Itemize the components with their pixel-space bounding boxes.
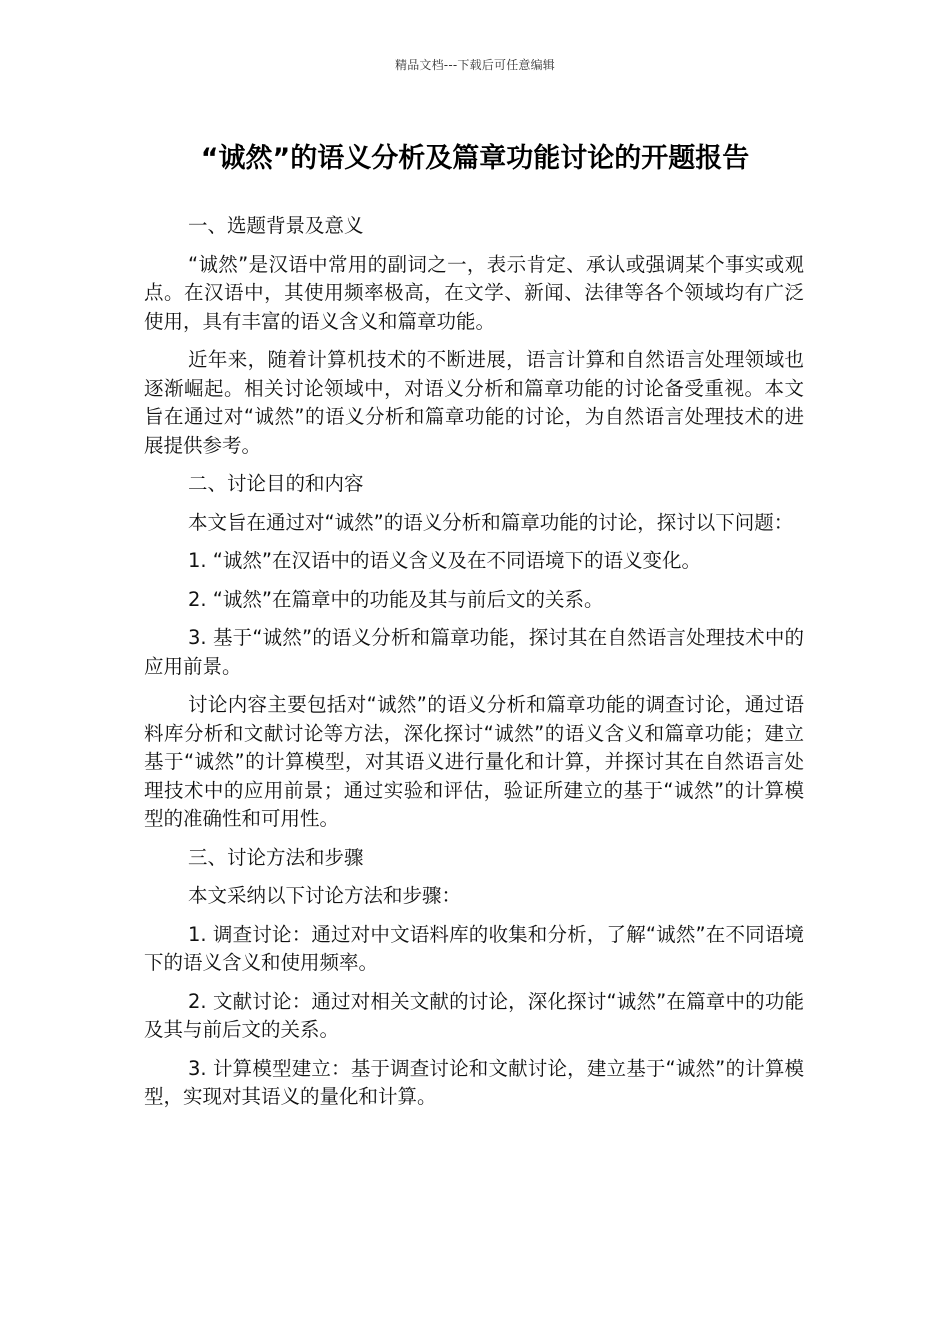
paragraph-goals: 本文旨在通过对“诚然”的语义分析和篇章功能的讨论，探讨以下问题： (188, 510, 794, 534)
list-item-goal-2: 2. “诚然”在篇章中的功能及其与前后文的关系。 (188, 587, 604, 611)
paragraph-methods: 本文采纳以下讨论方法和步骤： (188, 884, 462, 907)
list-item-method-2: 2. 文献讨论：通过对相关文献的讨论，深化探讨“诚然”在篇章中的功能及其与前后文的关系。 (144, 989, 804, 1041)
list-item-goal-1: 1. “诚然”在汉语中的语义含义及在不同语境下的语义变化。 (188, 549, 702, 572)
document-title: “诚然”的语义分析及篇章功能讨论的开题报告 (200, 143, 750, 174)
section-heading-goals: 二、讨论目的和内容 (188, 472, 364, 495)
paragraph-intro: “诚然”是汉语中常用的副词之一，表示肯定、承认或强调某个事实或观点。在汉语中，其使用频率极高，在文学、新闻、法律等各个领域均有广泛使用，具有丰富的语义含义和篇章功能。 (144, 252, 804, 333)
section-heading-methods: 三、讨论方法和步骤 (188, 845, 364, 869)
paragraph-content: 讨论内容主要包括对“诚然”的语义分析和篇章功能的调查讨论，通过语料库分析和文献讨论等方法，深化探讨“诚然”的语义含义和篇章功能；建立基于“诚然”的计算模型，对其语义进行量化和计算，并探讨其在自然语言处理技术中的应用前景；通过实验和评估，验证所建立的基于“诚然”的计算模型的准确性和可用性。 (144, 693, 804, 830)
list-item-method-3: 3. 计算模型建立：基于调查讨论和文献讨论，建立基于“诚然”的计算模型，实现对其语义的量化和计算。 (144, 1056, 804, 1108)
document-body (144, 212, 804, 1122)
list-item-goal-3: 3. 基于“诚然”的语义分析和篇章功能，探讨其在自然语言处理技术中的应用前景。 (144, 626, 804, 678)
paragraph-context: 近年来，随着计算机技术的不断进展，语言计算和自然语言处理领域也逐渐崛起。相关讨论领域中，对语义分析和篇章功能的讨论备受重视。本文旨在通过对“诚然”的语义分析和篇章功能的讨论，为自然语言处理技术的进展提供参考。 (144, 348, 804, 457)
section-heading-background: 一、选题背景及意义 (188, 214, 364, 237)
list-item-method-1: 1. 调查讨论：通过对中文语料库的收集和分析，了解“诚然”在不同语境下的语义含义和使用频率。 (144, 922, 804, 974)
page-header: 精品文档---下载后可任意编辑 (395, 58, 555, 72)
